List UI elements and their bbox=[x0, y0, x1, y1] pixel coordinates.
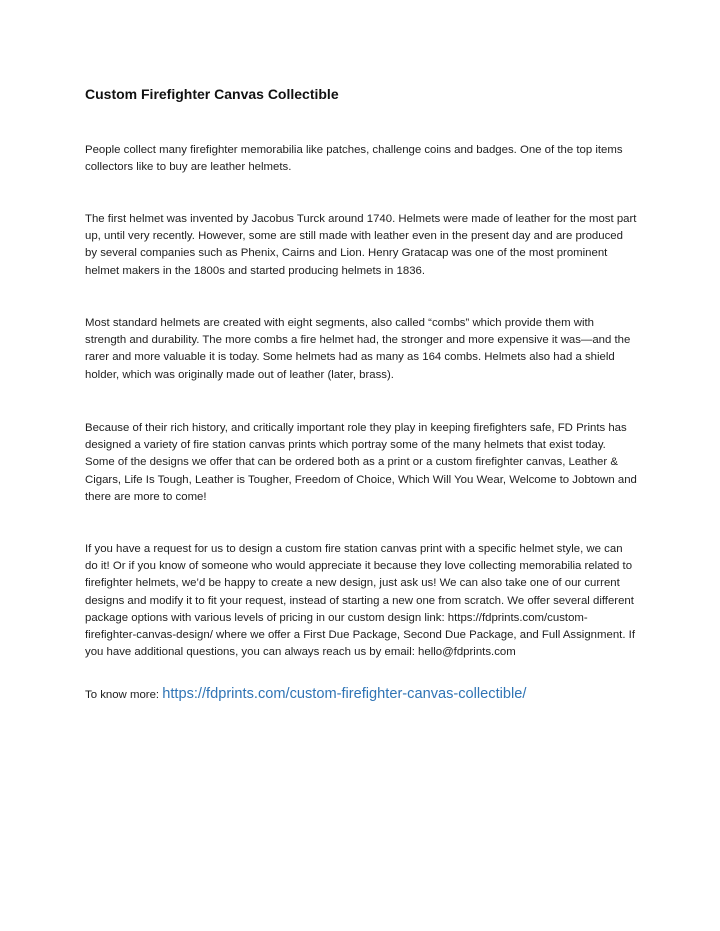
paragraph-intro: People collect many firefighter memorabilia like patches, challenge coins and badges. One of the top items collectors like to buy are leather helmets. bbox=[85, 144, 623, 174]
know-more-link[interactable]: https://fdprints.com/custom-firefighter-canvas-collectible/ bbox=[162, 686, 527, 702]
know-more-line bbox=[85, 686, 526, 702]
document-title: Custom Firefighter Canvas Collectible bbox=[85, 86, 339, 102]
paragraph-designs: Because of their rich history, and critically important role they play in keeping firefighters safe, FD Prints has designed a variety of fire station canvas prints which portray some of the many helmets that exist today. Some of the designs we offer that can be ordered both as a print or a custom firefighter canvas, Leather & Cigars, Life Is Tough, Leather is Tougher, Freedom of Choice, Which Will You Wear, Welcome to Jobtown and there are more to come! bbox=[85, 422, 637, 503]
paragraph-custom-request: If you have a request for us to design a custom fire station canvas print with a specific helmet style, we can do it! Or if you know of someone who would appreciate it because they love collecting memorabilia related to firefighter helmets, we’d be happy to create a new design, just ask us! We can also take one of our current designs and modify it to fit your request, instead of starting a new one from scratch. We offer several different package options with various levels of pricing in our custom design link: https://fdprints.com/custom-firefighter-canvas-design/ where we offer a First Due Package, Second Due Package, and Full Assignment. If you have additional questions, you can always reach us by email: hello@fdprints.com bbox=[85, 543, 635, 659]
paragraph-combs: Most standard helmets are created with eight segments, also called “combs” which provide them with strength and durability. The more combs a fire helmet had, the stronger and more expensive it was—and the rarer and more valuable it is today. Some helmets had as many as 164 combs. Helmets also had a shield holder, which was originally made out of leather (later, brass). bbox=[85, 317, 631, 381]
know-more-label: To know more: bbox=[85, 689, 163, 701]
paragraph-history: The first helmet was invented by Jacobus Turck around 1740. Helmets were made of leather for the most part up, until very recently. However, some are still made with leather even in the present day and are produced by several companies such as Phenix, Cairns and Lion. Henry Gratacap was one of the most prominent helmet makers in the 1800s and started producing helmets in 1836. bbox=[85, 213, 637, 277]
